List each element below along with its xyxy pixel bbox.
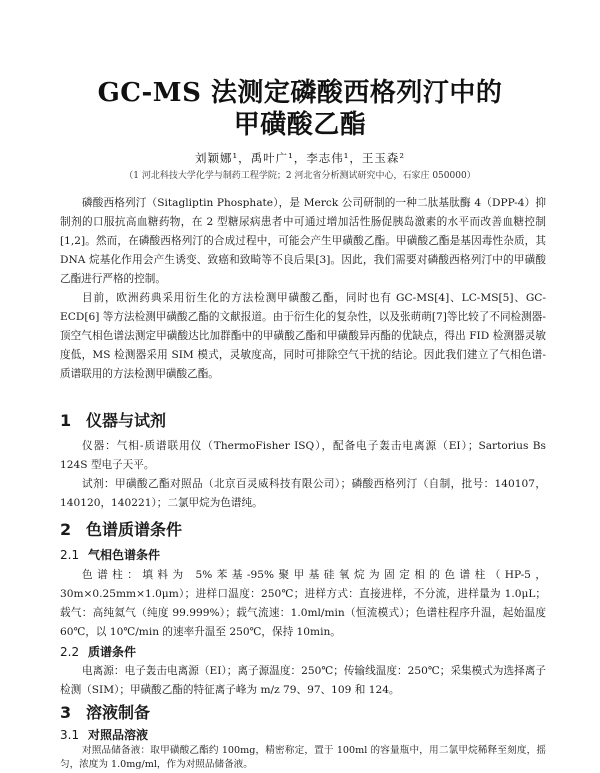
subsection-3-1-heading bbox=[60, 726, 148, 743]
paper-title-line-2: 甲磺酸乙酯 bbox=[233, 110, 367, 140]
subsection-3-1-body bbox=[60, 744, 546, 772]
subsection-2-1-heading bbox=[60, 546, 160, 563]
subsection-3-1-title: 对照品溶液 bbox=[88, 728, 149, 742]
section-1-title: 仪器与试剂 bbox=[86, 411, 167, 430]
section-1-instruments bbox=[60, 437, 546, 475]
intro-paragraph-2 bbox=[60, 289, 546, 384]
section-1-instruments-text: 仪器：气相-质谱联用仪（ThermoFisher ISQ），配备电子轰击电离源（EI）；Sartorius Bs 124S 型电子天平。 bbox=[60, 440, 546, 471]
paper-title-line-1: GC-MS 法测定磷酸西格列汀中的 bbox=[97, 78, 503, 108]
subsection-3-1-text: 对照品储备液：取甲磺酸乙酯约 100mg，精密称定，置于 100ml 的容量瓶中，用二氯甲烷稀释至刻度，摇匀，浓度为 1.0mg/ml，作为对照品储备液。 bbox=[60, 745, 546, 770]
section-2-title: 色谱质谱条件 bbox=[86, 520, 183, 539]
subsection-2-1-body bbox=[60, 566, 546, 642]
intro-p1-text: 磷酸西格列汀（Sitagliptin Phosphate），是 Merck 公司研制的一种二肽基肽酶 4（DPP-4）抑制剂的口服抗高血糖药物，在 2 型糖尿病患者中可通过增加活性肠促胰岛激素的水平而改善血糖控制[1,2]。然而，在磷酸西格列汀的合成过程中，可能会产生甲磺酸乙酯。甲磺酸乙酯是基因毒性杂质，其 DNA 烷基化作用会产生诱变、致癌和致畸等不良后果[3]。因此，我们需要对磷酸西格列汀中的甲磺酸乙酯进行严格的控制。 bbox=[60, 197, 546, 285]
subsection-2-2-body bbox=[60, 662, 546, 700]
section-2-heading bbox=[60, 517, 182, 540]
author-list: 刘颖娜¹，禹叶广¹，李志伟¹，王玉森² bbox=[195, 151, 405, 165]
section-1-reagents bbox=[60, 475, 546, 513]
subsection-2-2-title: 质谱条件 bbox=[88, 645, 137, 659]
subsection-2-1-text: 色谱柱：填料为 5%苯基-95%聚甲基硅氧烷为固定相的色谱柱（HP-5，30m×0.25mm×1.0μm）；进样口温度：250℃；进样方式：直接进样，不分流，进样量为 1.0μL；载气：高纯氦气（纯度 99.999%）；载气流速：1.0ml/min（恒流模式）；色谱柱程序升温，起始温度 60℃，以 10℃/min 的速率升温至 250℃，保持 10min。 bbox=[60, 569, 546, 638]
intro-p2-text: 目前，欧洲药典采用衍生化的方法检测甲磺酸乙酯，同时也有 GC-MS[4]、LC-MS[5]、GC-ECD[6] 等方法检测甲磺酸乙酯的文献报道。由于衍生化的复杂性，以及张萌萌[7]等比较了不同检测器-顶空气相色谱法测定甲磺酸达比加群酯中的甲磺酸乙酯和甲磺酸异丙酯的优缺点，得出 FID 检测器灵敏度低，MS 检测器采用 SIM 模式，灵敏度高，同时可排除空气干扰的结论。因此我们建立了气相色谱-质谱联用的方法检测甲磺酸乙酯。 bbox=[60, 292, 546, 380]
subsection-2-2-text: 电离源：电子轰击电离源（EI）；离子源温度：250℃；传输线温度：250℃；采集模式为选择离子检测（SIM）；甲磺酸乙酯的特征离子峰为 m/z 79、97、109 和 124。 bbox=[60, 665, 546, 696]
intro-paragraph-1 bbox=[60, 194, 546, 289]
section-1-reagents-text: 试剂：甲磺酸乙酯对照品（北京百灵威科技有限公司）；磷酸西格列汀（自制，批号：140107，140120，140221）；二氯甲烷为色谱纯。 bbox=[60, 478, 546, 509]
section-3-heading bbox=[60, 700, 150, 723]
subsection-2-1-title: 气相色谱条件 bbox=[88, 548, 161, 562]
subsection-2-1-number: 2.1 bbox=[60, 548, 80, 562]
section-3-title: 溶液制备 bbox=[86, 703, 151, 722]
section-2-number: 2 bbox=[60, 520, 72, 539]
affiliation: （1 河北科技大学化学与制药工程学院；2 河北省分析测试研究中心，石家庄 050000） bbox=[124, 171, 476, 181]
section-1-number: 1 bbox=[60, 411, 72, 430]
subsection-2-2-heading bbox=[60, 643, 136, 660]
subsection-2-2-number: 2.2 bbox=[60, 645, 80, 659]
section-1-heading bbox=[60, 408, 166, 431]
section-3-number: 3 bbox=[60, 703, 72, 722]
subsection-3-1-number: 3.1 bbox=[60, 728, 80, 742]
